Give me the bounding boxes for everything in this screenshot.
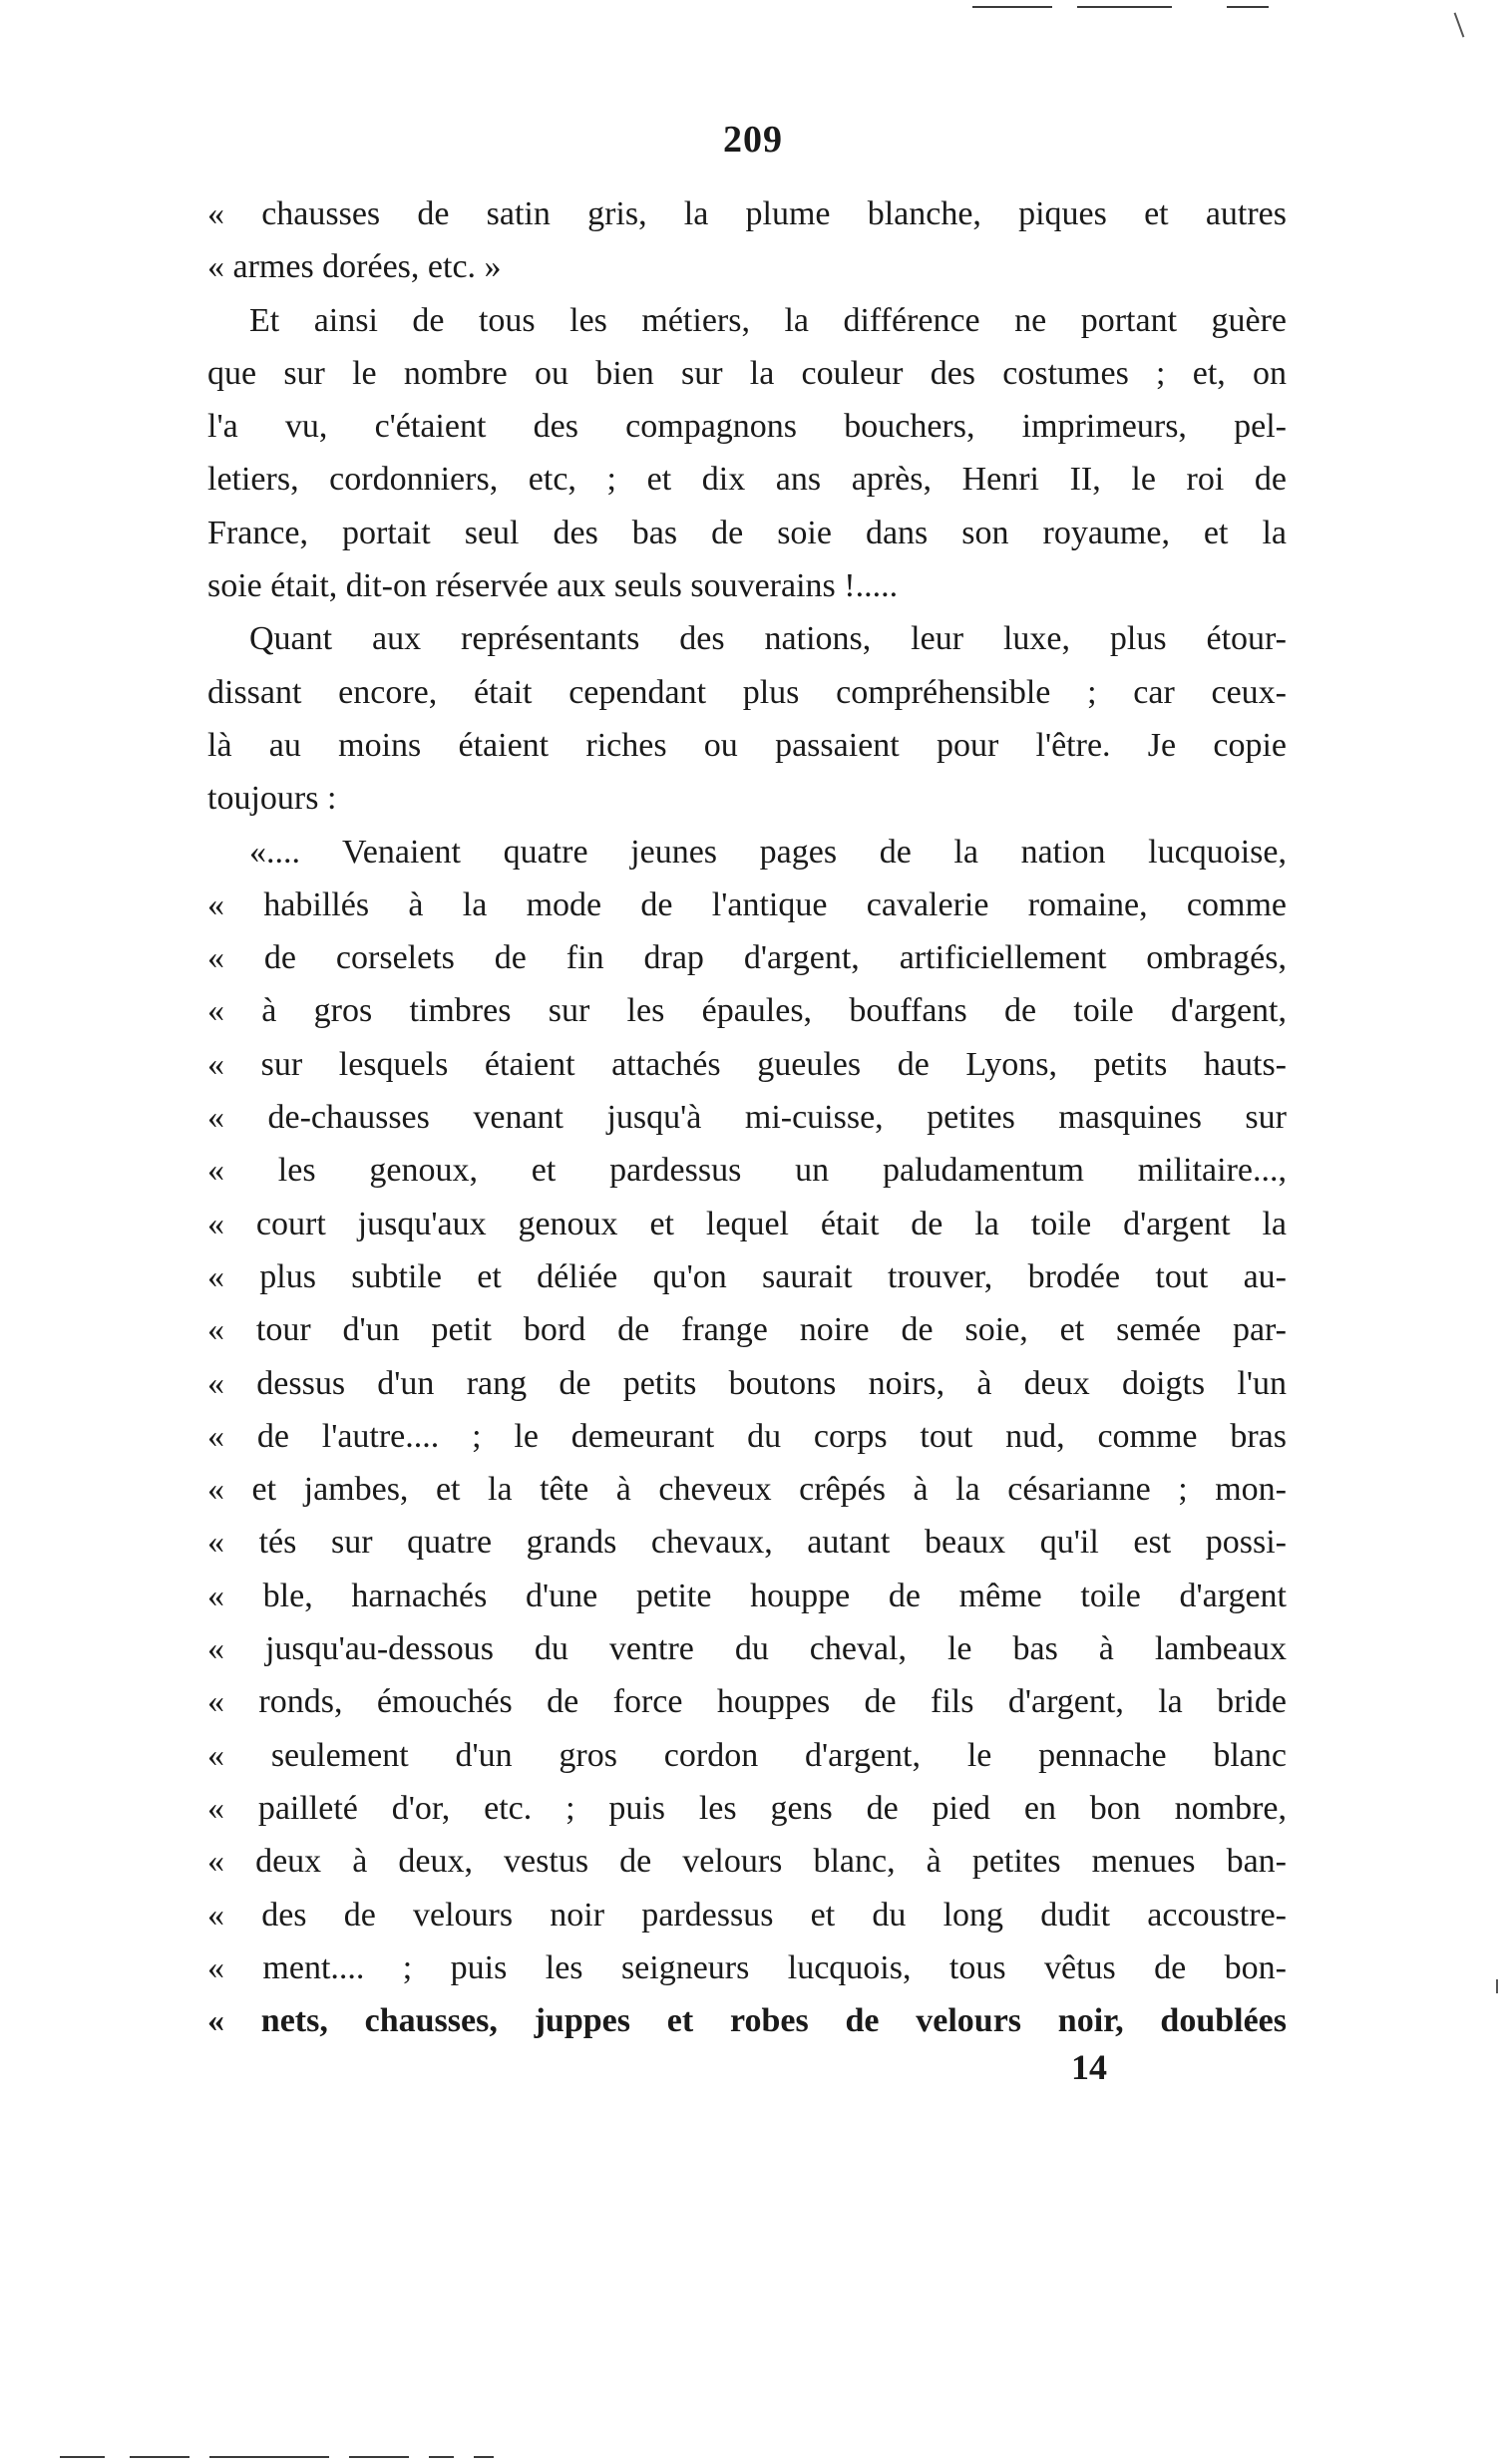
body-text <box>207 187 1287 2047</box>
scan-artifact-bottom <box>349 2456 409 2458</box>
text-line: « ronds, émouchés de force houppes de fils d'argent, la bride <box>207 1683 1287 1721</box>
text-line: France, portait seul des bas de soie dans son royaume, et la <box>207 514 1287 551</box>
text-line: que sur le nombre ou bien sur la couleur des costumes ; et, on <box>207 354 1287 392</box>
text-line: « seulement d'un gros cordon d'argent, le pennache blanc <box>207 1736 1287 1774</box>
text-line: « jusqu'au-dessous du ventre du cheval, le bas à lambeaux <box>207 1630 1287 1668</box>
text-line: « chausses de satin gris, la plume blanche, piques et autres <box>207 195 1287 232</box>
page-number: 209 <box>723 119 783 161</box>
text-line: « dessus d'un rang de petits boutons noirs, à deux doigts l'un <box>207 1364 1287 1402</box>
text-line: « de corselets de fin drap d'argent, artificiellement ombragés, <box>207 939 1287 977</box>
text-line: « les genoux, et pardessus un paludamentum militaire..., <box>207 1152 1287 1190</box>
scan-artifact-bottom <box>474 2456 494 2458</box>
text-line: « habillés à la mode de l'antique cavalerie romaine, comme <box>207 885 1287 923</box>
text-line: « ble, harnachés d'une petite houppe de même toile d'argent <box>207 1577 1287 1614</box>
text-line: l'a vu, c'étaient des compagnons bouchers, imprimeurs, pel- <box>207 408 1287 446</box>
text-line: « pailleté d'or, etc. ; puis les gens de pied en bon nombre, <box>207 1789 1287 1827</box>
text-line: « ment.... ; puis les seigneurs lucquois, tous vêtus de bon- <box>207 1948 1287 1986</box>
text-line: « de l'autre.... ; le demeurant du corps tout nud, comme bras <box>207 1417 1287 1455</box>
scan-artifact-bottom <box>429 2456 454 2458</box>
text-line: « à gros timbres sur les épaules, bouffans de toile d'argent, <box>207 992 1287 1030</box>
scan-artifact-top <box>972 6 1052 8</box>
text-line: « et jambes, et la tête à cheveux crêpés à la césarianne ; mon- <box>207 1471 1287 1509</box>
text-line: Et ainsi de tous les métiers, la différence ne portant guère <box>249 301 1287 339</box>
text-line: dissant encore, était cependant plus compréhensible ; car ceux- <box>207 673 1287 711</box>
text-line: « sur lesquels étaient attachés gueules de Lyons, petits hauts- <box>207 1045 1287 1083</box>
scan-artifact-top <box>1077 6 1172 8</box>
scan-artifact-edge <box>1496 1979 1498 1993</box>
text-line: « nets, chausses, juppes et robes de velours noir, doublées <box>207 2002 1287 2040</box>
text-line: « tés sur quatre grands chevaux, autant beaux qu'il est possi- <box>207 1524 1287 1562</box>
text-line: « de-chausses venant jusqu'à mi-cuisse, petites masquines sur <box>207 1099 1287 1137</box>
text-line: là au moins étaient riches ou passaient pour l'être. Je copie <box>207 726 1287 764</box>
text-line: toujours : <box>207 780 337 818</box>
signature-mark: 14 <box>1071 2047 1107 2087</box>
text-line: soie était, dit-on réservée aux seuls souverains !..... <box>207 567 899 605</box>
scan-artifact-bottom <box>130 2456 189 2458</box>
text-line: « court jusqu'aux genoux et lequel était de la toile d'argent la <box>207 1205 1287 1242</box>
text-line: « deux à deux, vestus de velours blanc, à petites menues ban- <box>207 1843 1287 1881</box>
text-line: « armes dorées, etc. » <box>207 248 502 286</box>
text-line: « des de velours noir pardessus et du long dudit accoustre- <box>207 1896 1287 1934</box>
scan-artifact-corner <box>1454 12 1465 37</box>
scan-artifact-top <box>1227 6 1269 8</box>
text-line: « plus subtile et déliée qu'on saurait trouver, brodée tout au- <box>207 1257 1287 1295</box>
text-line: letiers, cordonniers, etc, ; et dix ans après, Henri II, le roi de <box>207 461 1287 499</box>
text-line: Quant aux représentants des nations, leur luxe, plus étour- <box>249 620 1287 658</box>
scan-artifact-bottom <box>209 2456 329 2458</box>
text-line: « tour d'un petit bord de frange noire de soie, et semée par- <box>207 1311 1287 1349</box>
scan-artifact-bottom <box>60 2456 105 2458</box>
text-line: «.... Venaient quatre jeunes pages de la nation lucquoise, <box>249 833 1287 871</box>
